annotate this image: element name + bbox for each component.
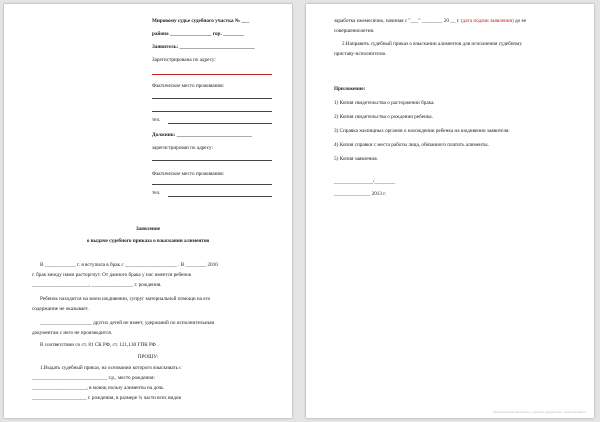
request-item-1-line-3: _____________________, в моющ пользу алименты на дочь: [32, 385, 164, 391]
district-line: района ________________ гор. ________: [152, 31, 244, 37]
marriage-paragraph-line-3: ______________________, ________________ г. рождения.: [32, 282, 162, 288]
marriage-paragraph-line-2: г. брак между нами расторгнут. От данного брака у нас имеется ребенок: [32, 272, 192, 278]
attachment-item: 1) Копия свидетельства о расторжении брака.: [334, 100, 435, 106]
document-subtitle: о выдаче судебного приказа о взыскании алиментов: [86, 238, 210, 244]
blank-line: [152, 98, 272, 99]
document-page-1: [4, 4, 292, 418]
request-item-1-line-1: 1.Выдать судебный приказ, на основании которого взыскивать с: [40, 365, 182, 371]
debtor-registered-label: зарегистрирован по адресу:: [152, 145, 213, 151]
document-title: Заявление: [135, 226, 161, 232]
applicant-phone-label: тел.: [152, 117, 161, 123]
registered-address-label: Зарегистрирована по адресу:: [152, 57, 216, 63]
applicant-label: Заявитель: _____________________________: [152, 44, 255, 50]
bailiff-request-line-1: 2.Направить судебный приказ о взыскании алиментов для исполнения судебному: [342, 41, 522, 47]
request-item-1-line-4: _____________________ г. рождения, в размере ¼ части всех видов: [32, 395, 181, 401]
attachment-item: 5) Копия заявления.: [334, 156, 378, 162]
page-footer: Предоставлено бесплатно • образцы документов • www.example.ru: [492, 410, 586, 414]
bailiff-request-line-2: приставу-исполнителю.: [334, 51, 387, 57]
debtor-residence-label: Фактическое место проживания:: [152, 171, 225, 177]
marriage-paragraph-line-1: В ____________ г. я вступила в брак с ____________________ . В ________ 2010: [40, 262, 218, 268]
dependency-paragraph-line-2: содержание не оказывает.: [32, 306, 89, 312]
blank-line: [168, 123, 272, 124]
attachment-item: 3) Справка жилищных органов о нахождении ребенка на иждивении заявителя.: [334, 128, 510, 134]
filing-date-hint: (дата подачи заявления): [460, 18, 514, 24]
blank-line: [152, 184, 272, 185]
actual-residence-label: Фактическое место проживания:: [152, 83, 225, 89]
blank-line: [152, 74, 272, 75]
blank-line: [152, 160, 272, 161]
dependency-paragraph-line-1: Ребенок находится на моем иждивении, супруг материальной помощи на его: [40, 296, 211, 302]
court-addressee-line: Мировому судье судебного участка № ___: [152, 18, 250, 24]
attachments-heading: Приложение:: [334, 86, 366, 92]
document-page-2: [306, 4, 594, 418]
debtor-label: Должник: _____________________________: [152, 132, 252, 138]
payment-start-line-1: [334, 18, 526, 24]
payment-start-text: заработка ежемесячно, начиная с "___" ________ 20 __ г.: [334, 18, 460, 24]
payment-start-end: до ее: [514, 18, 527, 24]
debtor-phone-label: тел.: [152, 190, 161, 196]
attachment-item: 4) Копия справки с места работы лица, обязанного платить алименты.: [334, 142, 489, 148]
other-children-paragraph-line-2: документам с него не производится.: [32, 330, 113, 336]
payment-start-line-2: совершеннолетия.: [334, 28, 375, 34]
other-children-paragraph-line-1: ____________________ других детей не имеет, удержаний по исполнительным: [40, 320, 215, 326]
blank-line: [152, 111, 272, 112]
request-item-1-line-2: _____________________________ г.р., место рождения:: [32, 375, 155, 381]
blank-line: [168, 196, 272, 197]
request-heading: ПРОШУ:: [137, 354, 159, 360]
legal-basis-line: В соответствии со ст. 81 СК РФ, ст. 121,130 ГПК РФ: [40, 342, 156, 348]
attachment-item: 2) Копия свидетельства о рождении ребенка.: [334, 114, 433, 120]
date-line: ______________ 2013 г.: [334, 191, 387, 197]
signature-line: _______________/________: [334, 179, 396, 185]
